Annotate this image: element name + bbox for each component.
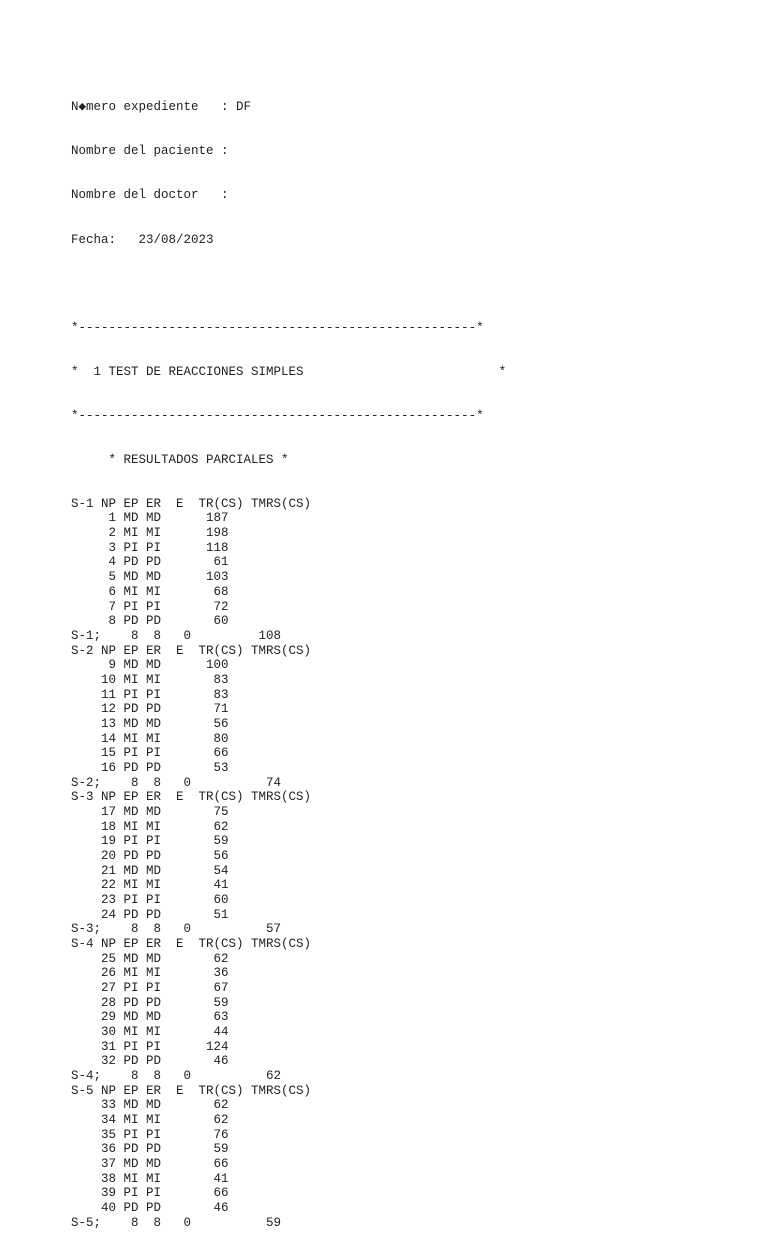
table-row: 6 MI MI 68 [71, 584, 229, 599]
session-header: S-4 NP EP ER E TR(CS) TMRS(CS) [71, 936, 312, 951]
table-row: 4 PD PD 61 [71, 555, 229, 570]
session-header: S-5 NP EP ER E TR(CS) TMRS(CS) [71, 1083, 312, 1098]
table-row: 30 MI MI 44 [71, 1024, 229, 1039]
table-row: 23 PI PI 60 [71, 892, 229, 907]
table-row: 24 PD PD 51 [71, 907, 229, 922]
session-header: S-1 NP EP ER E TR(CS) TMRS(CS) [71, 496, 312, 511]
banner-border-bottom: *-----------------------------------------------------* [71, 408, 484, 423]
session-block [71, 937, 506, 1084]
table-row: 19 PI PI 59 [71, 834, 229, 849]
table-row: 16 PD PD 53 [71, 760, 229, 775]
sessions-container [71, 497, 506, 1231]
table-row: 33 MD MD 62 [71, 1098, 229, 1113]
fecha-line: Fecha: 23/08/2023 [71, 232, 214, 247]
table-row: 34 MI MI 62 [71, 1113, 229, 1128]
banner-title: * 1 TEST DE REACCIONES SIMPLES * [71, 364, 507, 379]
session-summary: S-3; 8 8 0 57 [71, 922, 282, 937]
session-summary: S-4; 8 8 0 62 [71, 1069, 282, 1083]
table-row: 38 MI MI 41 [71, 1171, 229, 1186]
table-row: 12 PD PD 71 [71, 702, 229, 717]
table-row: 35 PI PI 76 [71, 1127, 229, 1142]
table-row: 36 PD PD 59 [71, 1142, 229, 1157]
table-row: 17 MD MD 75 [71, 804, 229, 819]
session-summary: S-5; 8 8 0 59 [71, 1215, 282, 1230]
table-row: 5 MD MD 103 [71, 570, 229, 585]
session-block [71, 790, 506, 937]
session-header: S-2 NP EP ER E TR(CS) TMRS(CS) [71, 643, 312, 658]
paciente-line: Nombre del paciente : [71, 144, 229, 159]
session-block [71, 644, 506, 791]
table-row: 8 PD PD 60 [71, 614, 229, 629]
table-row: 22 MI MI 41 [71, 878, 229, 893]
session-block [71, 497, 506, 644]
table-row: 13 MD MD 56 [71, 716, 229, 731]
report-document [71, 71, 506, 1245]
table-row: 10 MI MI 83 [71, 672, 229, 687]
table-row: 21 MD MD 54 [71, 863, 229, 878]
table-row: 20 PD PD 56 [71, 848, 229, 863]
table-row: 27 PI PI 67 [71, 980, 229, 995]
table-row: 9 MD MD 100 [71, 658, 229, 673]
session-summary: S-2; 8 8 0 74 [71, 775, 282, 790]
table-row: 1 MD MD 187 [71, 511, 229, 526]
table-row: 40 PD PD 46 [71, 1201, 229, 1216]
session-block [71, 1084, 506, 1231]
table-row: 18 MI MI 62 [71, 819, 229, 834]
table-row: 3 PI PI 118 [71, 540, 229, 555]
table-row: 14 MI MI 80 [71, 731, 229, 746]
table-row: 31 PI PI 124 [71, 1039, 229, 1054]
session-summary: S-1; 8 8 0 108 [71, 628, 282, 643]
table-row: 39 PI PI 66 [71, 1186, 229, 1201]
blank-line [71, 277, 506, 292]
table-row: 25 MD MD 62 [71, 951, 229, 966]
banner-border-top: *-----------------------------------------------------* [71, 320, 484, 335]
table-row: 7 PI PI 72 [71, 599, 229, 614]
table-row: 37 MD MD 66 [71, 1157, 229, 1172]
expediente-line: N◆mero expediente : DF [71, 100, 252, 115]
table-row: 32 PD PD 46 [71, 1054, 229, 1069]
doctor-line: Nombre del doctor : [71, 188, 229, 203]
table-row: 2 MI MI 198 [71, 526, 229, 541]
table-row: 29 MD MD 63 [71, 1010, 229, 1025]
table-row: 11 PI PI 83 [71, 687, 229, 702]
table-row: 26 MI MI 36 [71, 966, 229, 981]
session-header: S-3 NP EP ER E TR(CS) TMRS(CS) [71, 790, 312, 805]
results-subtitle: * RESULTADOS PARCIALES * [71, 452, 289, 467]
table-row: 15 PI PI 66 [71, 746, 229, 761]
table-row: 28 PD PD 59 [71, 995, 229, 1010]
